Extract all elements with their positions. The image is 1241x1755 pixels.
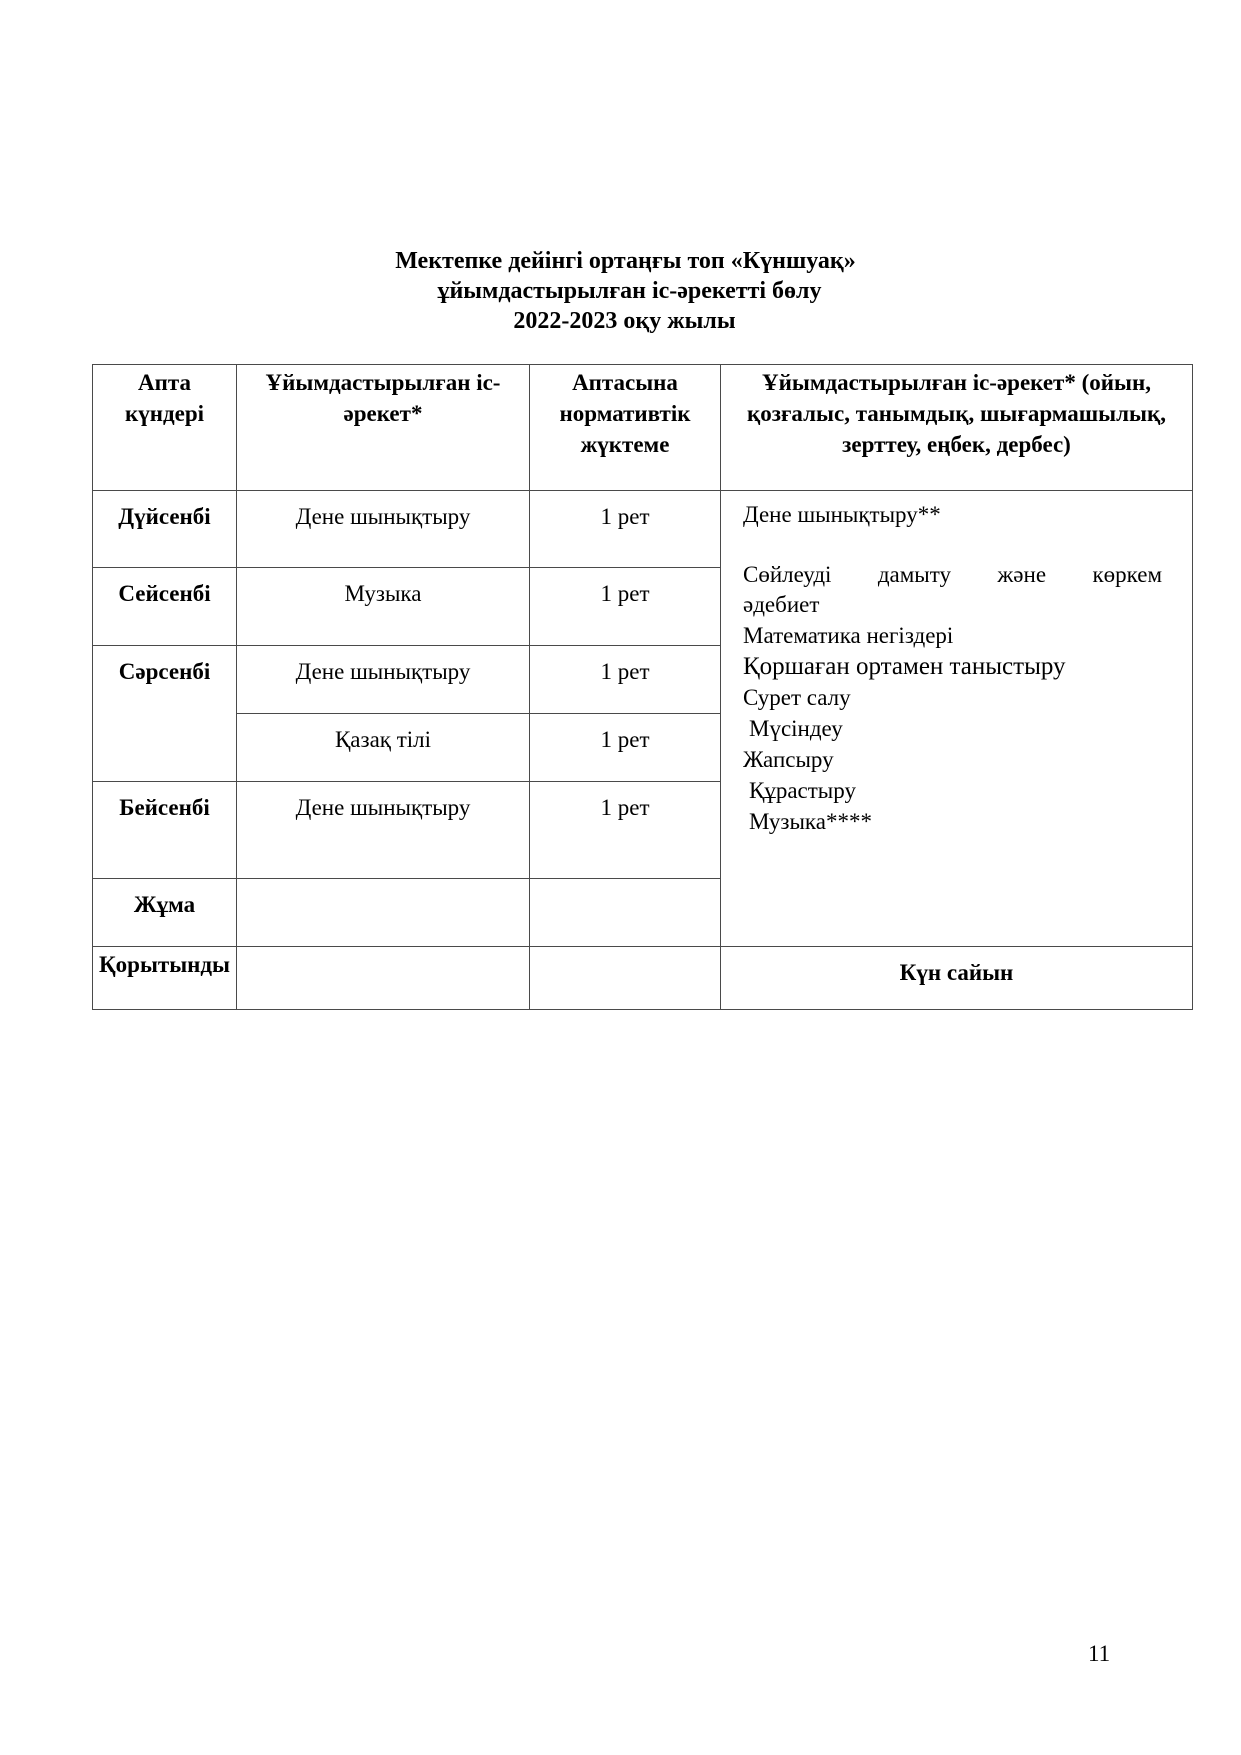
summary-empty-cell — [530, 947, 721, 1010]
load-cell: 1 рет — [530, 782, 721, 879]
list-item: әдебиет — [743, 592, 820, 617]
load-cell: 1 рет — [530, 714, 721, 782]
load-cell: 1 рет — [530, 491, 721, 568]
list-item: Жапсыру — [743, 747, 834, 772]
daily-cell: Күн сайын — [721, 947, 1193, 1010]
list-item: Сөйлеуді дамыту және көркем — [743, 562, 1162, 587]
list-spacer — [743, 530, 1162, 560]
document-title — [0, 246, 1241, 336]
list-item: Сурет салу — [743, 685, 851, 710]
header-activity: Ұйымдастырылған іс-әрекет* — [237, 365, 530, 491]
list-item: Математика негіздері — [743, 623, 954, 648]
load-cell: 1 рет — [530, 568, 721, 646]
activity-list-cell — [721, 491, 1193, 947]
list-item: Құрастыру — [749, 778, 856, 803]
list-item: Музыка**** — [749, 809, 872, 834]
day-cell: Бейсенбі — [93, 782, 237, 879]
activity-cell: Музыка — [237, 568, 530, 646]
load-cell — [530, 879, 721, 947]
list-item: Дене шынықтыру** — [743, 502, 941, 527]
title-line-3: 2022-2023 оқу жылы — [513, 308, 736, 334]
activity-cell — [237, 879, 530, 947]
activity-cell: Дене шынықтыру — [237, 782, 530, 879]
page-number: 11 — [1088, 1641, 1111, 1666]
table-header-row — [93, 365, 1193, 491]
table-footer-row — [93, 947, 1193, 1010]
table-row — [93, 491, 1193, 568]
list-item: Қоршаған ортамен таныстыру — [743, 653, 1066, 680]
title-line-2: ұйымдастырылған іс-әрекетті бөлу — [437, 278, 822, 304]
activity-cell: Қазақ тілі — [237, 714, 530, 782]
summary-empty-cell — [237, 947, 530, 1010]
header-days: Апта күндері — [93, 365, 237, 491]
list-item: Мүсіндеу — [749, 716, 843, 741]
summary-label-cell: Қорытынды — [93, 947, 237, 1010]
schedule-table — [92, 364, 1193, 1010]
day-cell: Сейсенбі — [93, 568, 237, 646]
activity-cell: Дене шынықтыру — [237, 491, 530, 568]
day-cell: Дүйсенбі — [93, 491, 237, 568]
day-cell: Жұма — [93, 879, 237, 947]
day-cell: Сәрсенбі — [93, 646, 237, 782]
activity-cell: Дене шынықтыру — [237, 646, 530, 714]
header-activity-types: Ұйымдастырылған іс-әрекет* (ойын, қозғалыс, танымдық, шығармашылық, зерттеу, еңбек, дербес) — [721, 365, 1193, 491]
header-load: Аптасына нормативтік жүктеме — [530, 365, 721, 491]
load-cell: 1 рет — [530, 646, 721, 714]
title-line-1: Мектепке дейінгі ортаңғы топ «Күншуақ» — [395, 248, 856, 274]
